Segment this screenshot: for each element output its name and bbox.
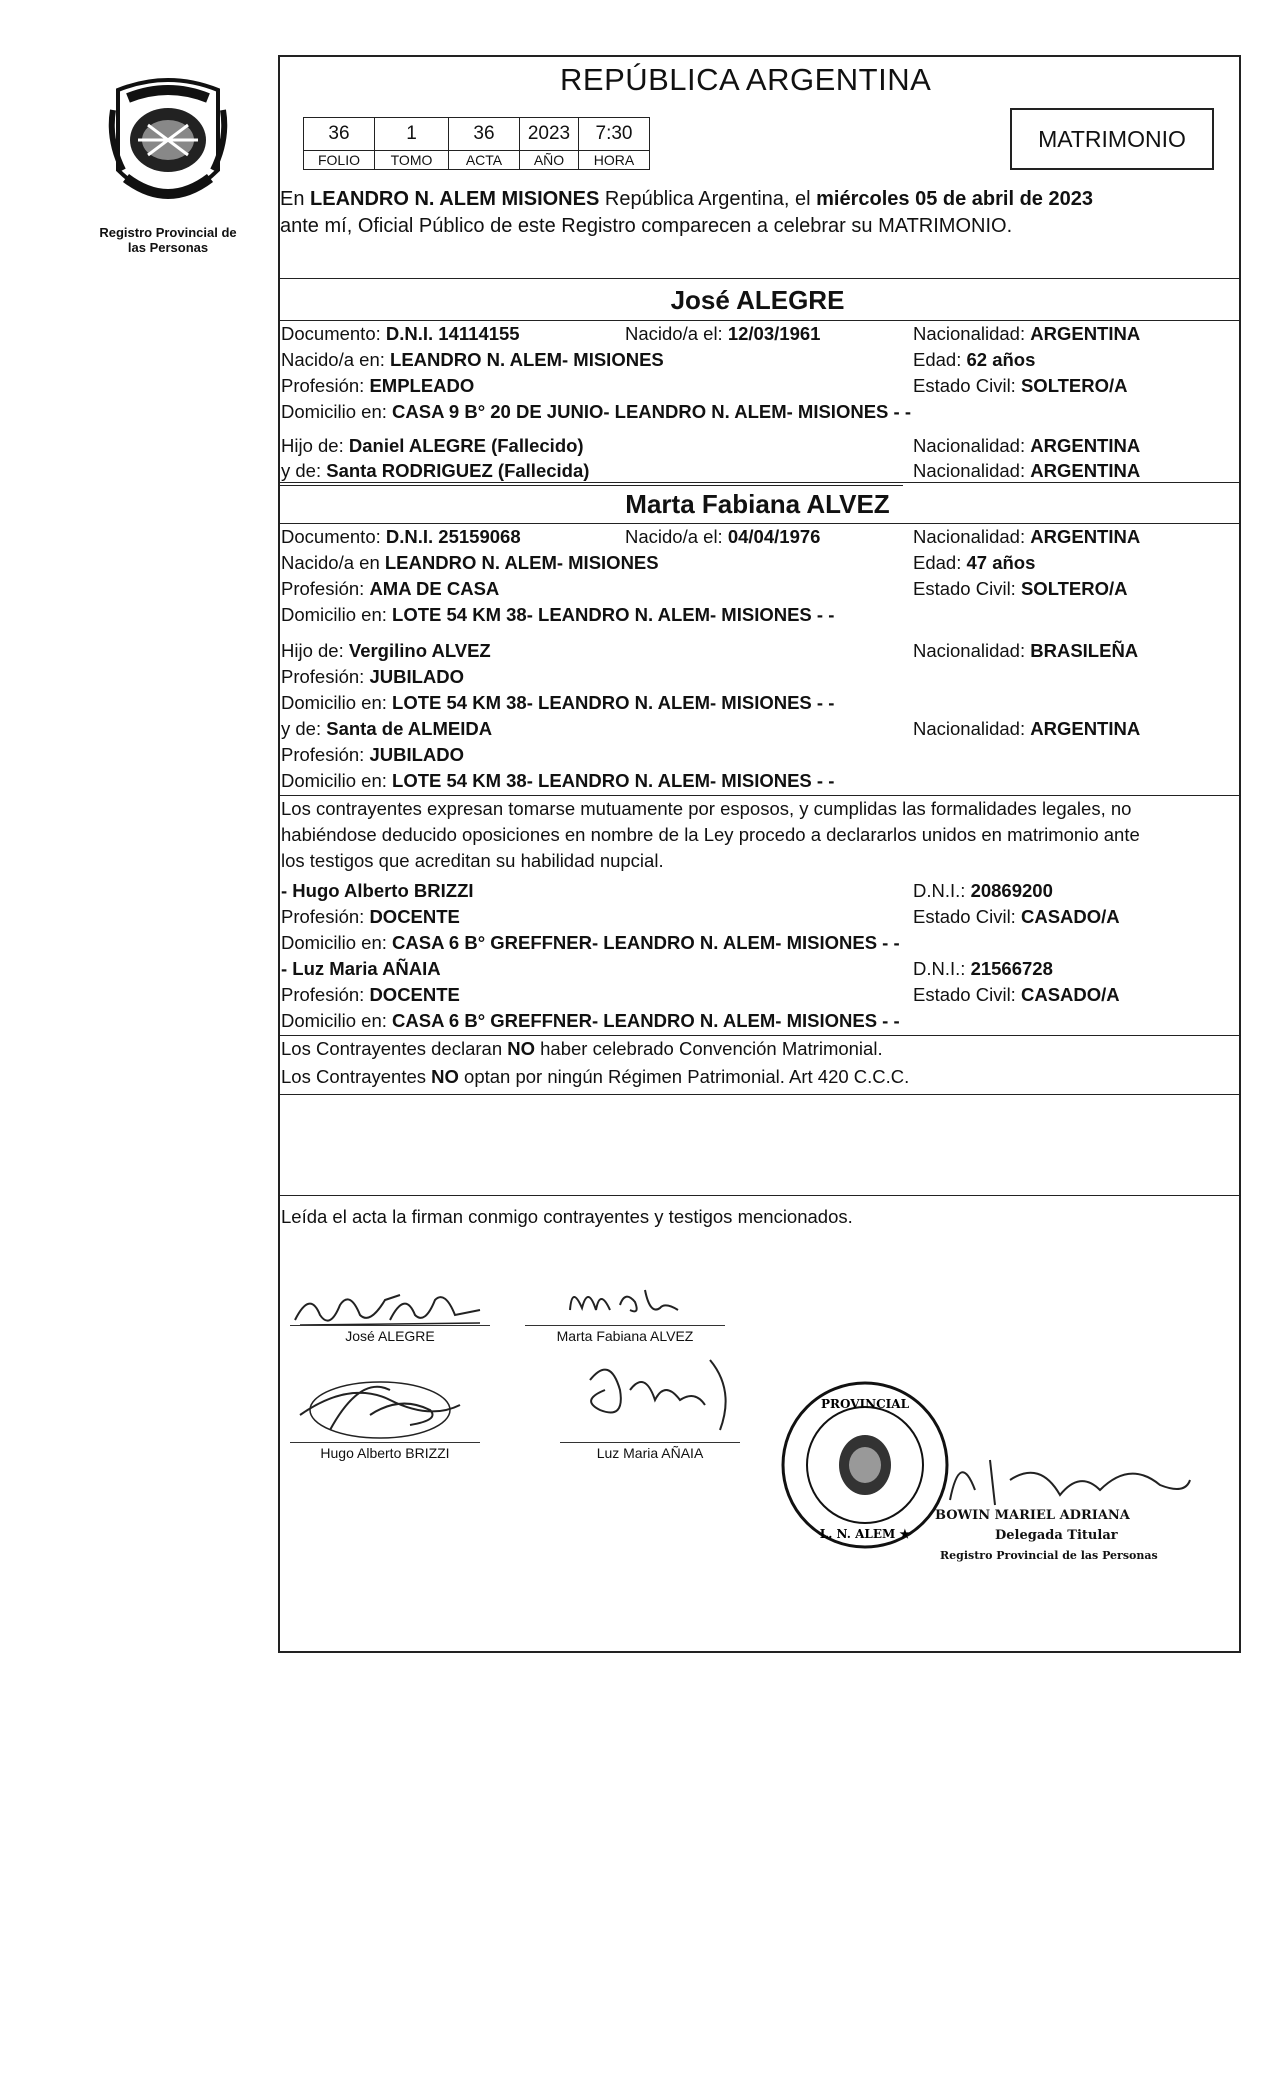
- svg-text:PROVINCIAL: PROVINCIAL: [820, 1397, 910, 1411]
- groom-profession: Profesión: EMPLEADO: [281, 375, 475, 396]
- divider: [278, 485, 903, 486]
- witness1-signature-icon: [290, 1370, 480, 1440]
- groom-address: Domicilio en: CASA 9 B° 20 DE JUNIO- LEANDRO N. ALEM- MISIONES - -: [281, 401, 911, 422]
- hora-value: 7:30: [579, 118, 650, 151]
- folio-label: FOLIO: [304, 151, 375, 170]
- groom-born-in: Nacido/a en: LEANDRO N. ALEM- MISIONES: [281, 349, 664, 370]
- bride-mother-profession: Profesión: JUBILADO: [281, 744, 464, 765]
- groom-doc: Documento: D.N.I. 14114155: [281, 323, 520, 344]
- divider: [278, 1094, 1239, 1095]
- bride-nationality: Nacionalidad: ARGENTINA: [913, 526, 1141, 547]
- groom-signature: José ALEGRE: [290, 1325, 490, 1344]
- divider: [278, 320, 1239, 321]
- acta-value: 36: [449, 118, 520, 151]
- groom-father: Hijo de: Daniel ALEGRE (Fallecido): [281, 435, 584, 456]
- witness2-address: Domicilio en: CASA 6 B° GREFFNER- LEANDRO N. ALEM- MISIONES - -: [281, 1010, 900, 1031]
- witness2-name: - Luz Maria AÑAIA: [281, 958, 441, 979]
- witness1-dni: D.N.I.: 20869200: [913, 880, 1053, 901]
- bride-mother: y de: Santa de ALMEIDA: [281, 718, 493, 739]
- bride-address: Domicilio en: LOTE 54 KM 38- LEANDRO N. ALEM- MISIONES - -: [281, 604, 835, 625]
- divider: [278, 523, 1239, 524]
- groom-civil-status: Estado Civil: SOLTERO/A: [913, 375, 1128, 396]
- acta-label: ACTA: [449, 151, 520, 170]
- patrimonial-note: Los Contrayentes NO optan por ningún Régimen Patrimonial. Art 420 C.C.C.: [281, 1066, 910, 1087]
- groom-mother-nationality: Nacionalidad: ARGENTINA: [913, 460, 1141, 481]
- bride-father-nationality: Nacionalidad: BRASILEÑA: [913, 640, 1139, 661]
- bride-civil-status: Estado Civil: SOLTERO/A: [913, 578, 1128, 599]
- bride-profession: Profesión: AMA DE CASA: [281, 578, 500, 599]
- intro-text: En LEANDRO N. ALEM MISIONES República Argentina, el miércoles 05 de abril de 2023 ante mí, Oficial Público de este Registro comparecen a celebrar su MATRIMONIO.: [280, 188, 1093, 237]
- official-name: BOWIN MARIEL ADRIANA: [935, 1508, 1130, 1523]
- act-type: MATRIMONIO: [1038, 125, 1186, 152]
- groom-mother: y de: Santa RODRIGUEZ (Fallecida): [281, 460, 590, 481]
- groom-birth: Nacido/a el: 12/03/1961: [625, 323, 821, 344]
- groom-nationality: Nacionalidad: ARGENTINA: [913, 323, 1141, 344]
- anio-label: AÑO: [520, 151, 579, 170]
- country-title: REPÚBLICA ARGENTINA: [560, 62, 932, 97]
- witness1-civil-status: Estado Civil: CASADO/A: [913, 906, 1120, 927]
- witness2-signature-icon: [570, 1350, 740, 1440]
- tomo-value: 1: [375, 118, 449, 151]
- bride-father-address: Domicilio en: LOTE 54 KM 38- LEANDRO N. ALEM- MISIONES - -: [281, 692, 835, 713]
- bride-signature-icon: [560, 1280, 690, 1320]
- folio-value: 36: [304, 118, 375, 151]
- bride-father-profession: Profesión: JUBILADO: [281, 666, 464, 687]
- official-stamp-icon: [780, 1380, 950, 1550]
- groom-age: Edad: 62 años: [913, 349, 1036, 370]
- witness1-profession: Profesión: DOCENTE: [281, 906, 460, 927]
- groom-father-nationality: Nacionalidad: ARGENTINA: [913, 435, 1141, 456]
- bride-doc: Documento: D.N.I. 25159068: [281, 526, 521, 547]
- hora-label: HORA: [579, 151, 650, 170]
- witness2-civil-status: Estado Civil: CASADO/A: [913, 984, 1120, 1005]
- anio-value: 2023: [520, 118, 579, 151]
- closing-text: Leída el acta la firman conmigo contrayentes y testigos mencionados.: [281, 1206, 853, 1227]
- svg-text:L. N. ALEM ★: L. N. ALEM ★: [819, 1527, 911, 1541]
- witness2-signature: Luz Maria AÑAIA: [560, 1442, 740, 1461]
- official-org: Registro Provincial de las Personas: [940, 1549, 1158, 1562]
- divider: [278, 278, 1239, 279]
- bride-birth: Nacido/a el: 04/04/1976: [625, 526, 821, 547]
- province-seal-icon: [108, 70, 228, 220]
- place: LEANDRO N. ALEM MISIONES: [310, 188, 600, 210]
- witness1-name: - Hugo Alberto BRIZZI: [281, 880, 474, 901]
- bride-age: Edad: 47 años: [913, 552, 1036, 573]
- bride-father: Hijo de: Vergilino ALVEZ: [281, 640, 491, 661]
- tomo-label: TOMO: [375, 151, 449, 170]
- groom-name: José ALEGRE: [670, 285, 845, 315]
- declaration-text: Los contrayentes expresan tomarse mutuamente por esposos, y cumplidas las formalidades legales, no habiéndose deducido oposiciones en nombre de la Ley procedo a declararlos unidos en matrimonio ante los testigos que acreditan su habilidad nupcial.: [281, 798, 1140, 871]
- registry-label: Registro Provincial de las Personas: [99, 225, 237, 255]
- bride-mother-nationality: Nacionalidad: ARGENTINA: [913, 718, 1141, 739]
- record-id-table: [303, 117, 650, 170]
- date: miércoles 05 de abril de 2023: [816, 188, 1093, 210]
- act-type-box: [1010, 108, 1214, 170]
- bride-mother-address: Domicilio en: LOTE 54 KM 38- LEANDRO N. ALEM- MISIONES - -: [281, 770, 835, 791]
- witness1-signature: Hugo Alberto BRIZZI: [290, 1442, 480, 1461]
- divider: [278, 1195, 1239, 1196]
- divider: [278, 1035, 1239, 1036]
- convention-note: Los Contrayentes declaran NO haber celebrado Convención Matrimonial.: [281, 1038, 883, 1059]
- witness2-dni: D.N.I.: 21566728: [913, 958, 1053, 979]
- witness2-profession: Profesión: DOCENTE: [281, 984, 460, 1005]
- witness1-address: Domicilio en: CASA 6 B° GREFFNER- LEANDRO N. ALEM- MISIONES - -: [281, 932, 900, 953]
- bride-signature: Marta Fabiana ALVEZ: [525, 1325, 725, 1344]
- bride-born-in: Nacido/a en LEANDRO N. ALEM- MISIONES: [281, 552, 659, 573]
- divider: [278, 482, 1239, 483]
- official-title: Delegada Titular: [995, 1528, 1118, 1543]
- registry-logo: [98, 70, 238, 260]
- bride-name: Marta Fabiana ALVEZ: [625, 489, 890, 519]
